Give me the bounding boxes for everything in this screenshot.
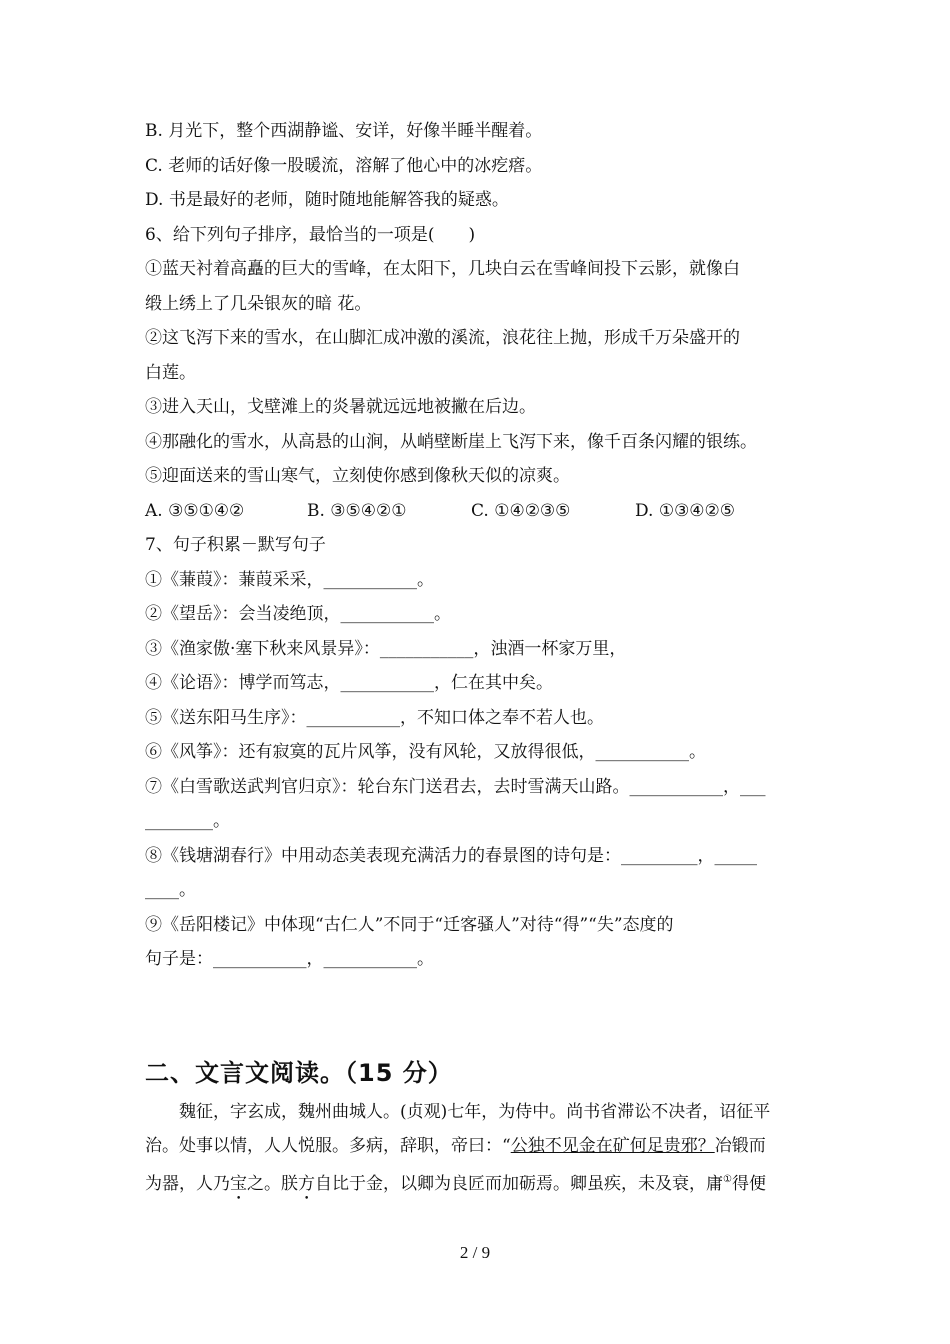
sentence-2-line-2: 白莲。 (145, 362, 196, 383)
option-d: D. ①③④②⑤ (635, 500, 736, 521)
underlined-sentence: 公独不见金在矿何足贵邪？ (510, 1136, 715, 1156)
recite-item-8-line-2: ____。 (145, 880, 196, 900)
option-a: A. ③⑤①④② (145, 500, 245, 521)
option-b-line: B. 月光下，整个西湖静谧、安详，好像半睡半醒着。 (145, 121, 543, 141)
dotted-word-bao: 宝 (230, 1174, 247, 1194)
passage-row-3 (145, 1163, 810, 1204)
passage-text: 为器，人乃 (145, 1174, 230, 1194)
recite-item-3: ③《渔家傲·塞下秋来风景异》：___________，浊酒一杯家万里， (145, 638, 627, 659)
passage-row-1: 魏征，字玄成，魏州曲城人。(贞观)七年，为侍中。尚书省滞讼不决者，诏征平 (145, 1102, 771, 1122)
question-6-options (145, 494, 810, 529)
passage-text: 冶锻而 (714, 1136, 766, 1156)
passage-text: 之。朕 (247, 1174, 298, 1194)
question-block (145, 114, 810, 977)
section-title: 二、文言文阅读。（15 分） (145, 1059, 453, 1087)
recite-item-2: ②《望岳》：会当凌绝顶，___________。 (145, 604, 451, 624)
sentence-1-line-2: 缎上绣上了几朵银灰的暗 花。 (145, 293, 372, 314)
page-number: 2 / 9 (459, 1243, 491, 1262)
option-b: B. ③⑤④②① (307, 500, 407, 521)
passage-text: 治。处事以情，人人悦服。多病，辞职，帝曰：“ (145, 1136, 511, 1156)
sentence-4: ④那融化的雪水，从高悬的山涧，从峭壁断崖上飞泻下来，像千百条闪耀的银练。 (145, 431, 757, 452)
recite-item-5: ⑤《送东阳马生序》：___________，不知口体之奉不若人也。 (145, 707, 604, 728)
classical-passage (145, 1095, 810, 1204)
option-c-line: C. 老师的话好像一股暖流，溶解了他心中的冰疙瘩。 (145, 155, 543, 176)
sentence-3: ③进入天山，戈壁滩上的炎暑就远远地被撇在后边。 (145, 397, 536, 417)
question-7-title: 7、句子积累－默写句子 (145, 535, 326, 555)
recite-item-9-line-2: 句子是：___________，___________。 (145, 949, 434, 969)
passage-row-2 (145, 1129, 810, 1163)
option-d-line: D. 书是最好的老师，随时随地能解答我的疑惑。 (145, 190, 509, 210)
dotted-word-fang: 方 (298, 1174, 315, 1194)
footnote-marker: ① (723, 1174, 732, 1185)
recite-item-7-line-2: ________。 (145, 811, 230, 831)
recite-item-6: ⑥《风筝》：还有寂寞的瓦片风筝，没有风轮，又放得很低，___________。 (145, 742, 706, 762)
sentence-1-line-1: ①蓝天衬着高矗的巨大的雪峰，在太阳下，几块白云在雪峰间投下云影，就像白 (145, 259, 740, 279)
recite-item-4: ④《论语》：博学而笃志，___________，仁在其中矣。 (145, 673, 553, 693)
recite-item-9-line-1: ⑨《岳阳楼记》中体现“古仁人”不同于“迁客骚人”对待“得”“失”态度的 (145, 914, 674, 935)
sentence-5: ⑤迎面送来的雪山寒气，立刻使你感到像秋天似的凉爽。 (145, 466, 570, 486)
option-c: C. ①④②③⑤ (471, 500, 571, 521)
recite-item-8-line-1: ⑧《钱塘湖春行》中用动态美表现充满活力的春景图的诗句是：_________，_____ (145, 845, 757, 866)
passage-text: 自比于金，以卿为良匠而加砺焉。卿虽疾，未及衰，庸 (315, 1174, 723, 1194)
sentence-2-line-1: ②这飞泻下来的雪水，在山脚汇成冲激的溪流，浪花往上抛，形成千万朵盛开的 (145, 328, 740, 348)
question-6-title: 6、给下列句子排序，最恰当的一项是( ) (145, 224, 476, 245)
recite-item-1: ①《蒹葭》：蒹葭采采，___________。 (145, 569, 434, 590)
recite-item-7-line-1: ⑦《白雪歌送武判官归京》：轮台东门送君去，去时雪满天山路。___________，___ (145, 776, 766, 797)
passage-text: 得便 (731, 1174, 766, 1194)
